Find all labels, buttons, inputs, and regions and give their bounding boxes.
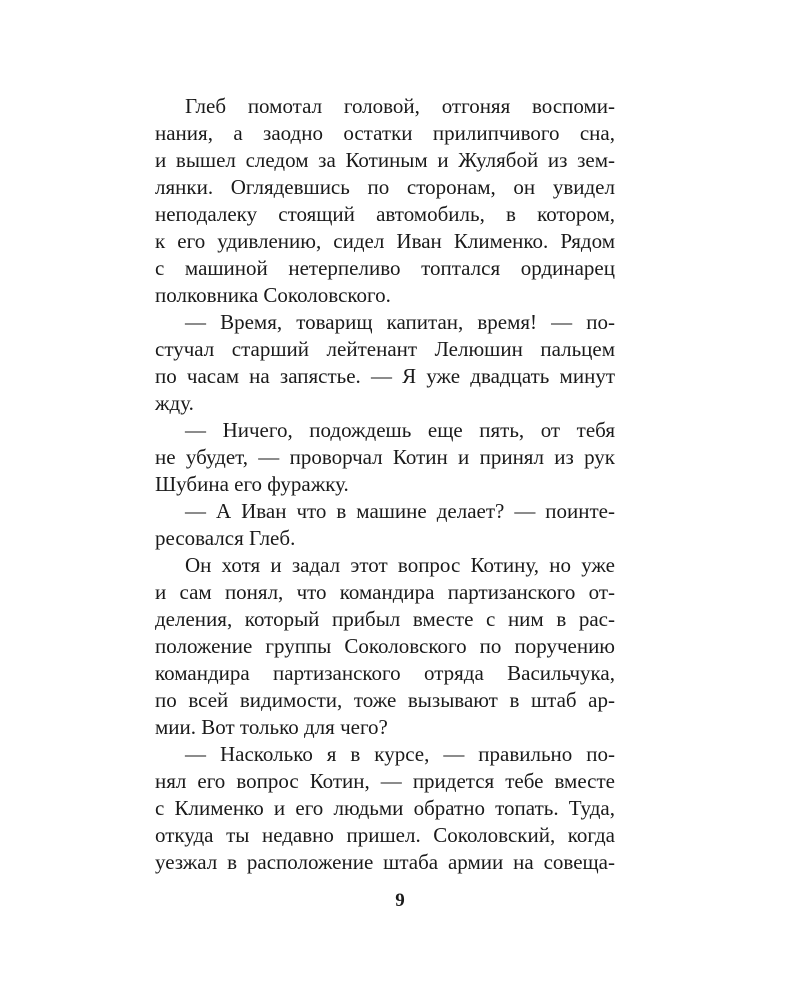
text-line: Он хотя и задал этот вопрос Котину, но уже xyxy=(185,553,615,577)
text-line: Шубина его фуражку. xyxy=(155,472,349,496)
text-line: Глеб помотал головой, отгоняя воспоми- xyxy=(185,94,615,118)
text-line: мии. Вот только для чего? xyxy=(155,715,388,739)
text-line: откуда ты недавно пришел. Соколовский, когда xyxy=(155,823,615,847)
text-line: с Клименко и его людьми обратно топать. Туда, xyxy=(155,796,615,820)
text-line: уезжал в расположение штаба армии на совеща- xyxy=(155,850,615,874)
text-line: ресовался Глеб. xyxy=(155,526,296,550)
text-line: нял его вопрос Котин, — придется тебе вместе xyxy=(155,769,615,793)
text-line: положение группы Соколовского по поручению xyxy=(155,634,615,658)
text-line: — Насколько я в курсе, — правильно по- xyxy=(185,742,615,766)
text-line: неподалеку стоящий автомобиль, в котором, xyxy=(155,202,615,226)
text-line: — Ничего, подождешь еще пять, от тебя xyxy=(185,418,615,442)
text-line: не убудет, — проворчал Котин и принял из рук xyxy=(155,445,615,469)
text-line: лянки. Оглядевшись по сторонам, он увидел xyxy=(155,175,615,199)
text-line: полковника Соколовского. xyxy=(155,283,391,307)
text-line: и сам понял, что командира партизанского от- xyxy=(155,580,615,604)
text-line: нания, а заодно остатки прилипчивого сна, xyxy=(155,121,615,145)
text-line: по часам на запястье. — Я уже двадцать минут xyxy=(155,364,615,388)
page-number: 9 xyxy=(395,890,405,911)
text-line: деления, который прибыл вместе с ним в рас- xyxy=(155,607,615,631)
text-line: к его удивлению, сидел Иван Клименко. Рядом xyxy=(155,229,615,253)
text-line: по всей видимости, тоже вызывают в штаб ар- xyxy=(155,688,615,712)
text-line: командира партизанского отряда Васильчука, xyxy=(155,661,615,685)
text-line: — Время, товарищ капитан, время! — по- xyxy=(185,310,615,334)
text-line: стучал старший лейтенант Лелюшин пальцем xyxy=(155,337,615,361)
text-line: с машиной нетерпеливо топтался ординарец xyxy=(155,256,615,280)
body-text xyxy=(155,93,615,876)
text-line: и вышел следом за Котиным и Жулябой из зем- xyxy=(155,148,615,172)
text-line: жду. xyxy=(155,391,194,415)
text-line: — А Иван что в машине делает? — поинте- xyxy=(185,499,615,523)
